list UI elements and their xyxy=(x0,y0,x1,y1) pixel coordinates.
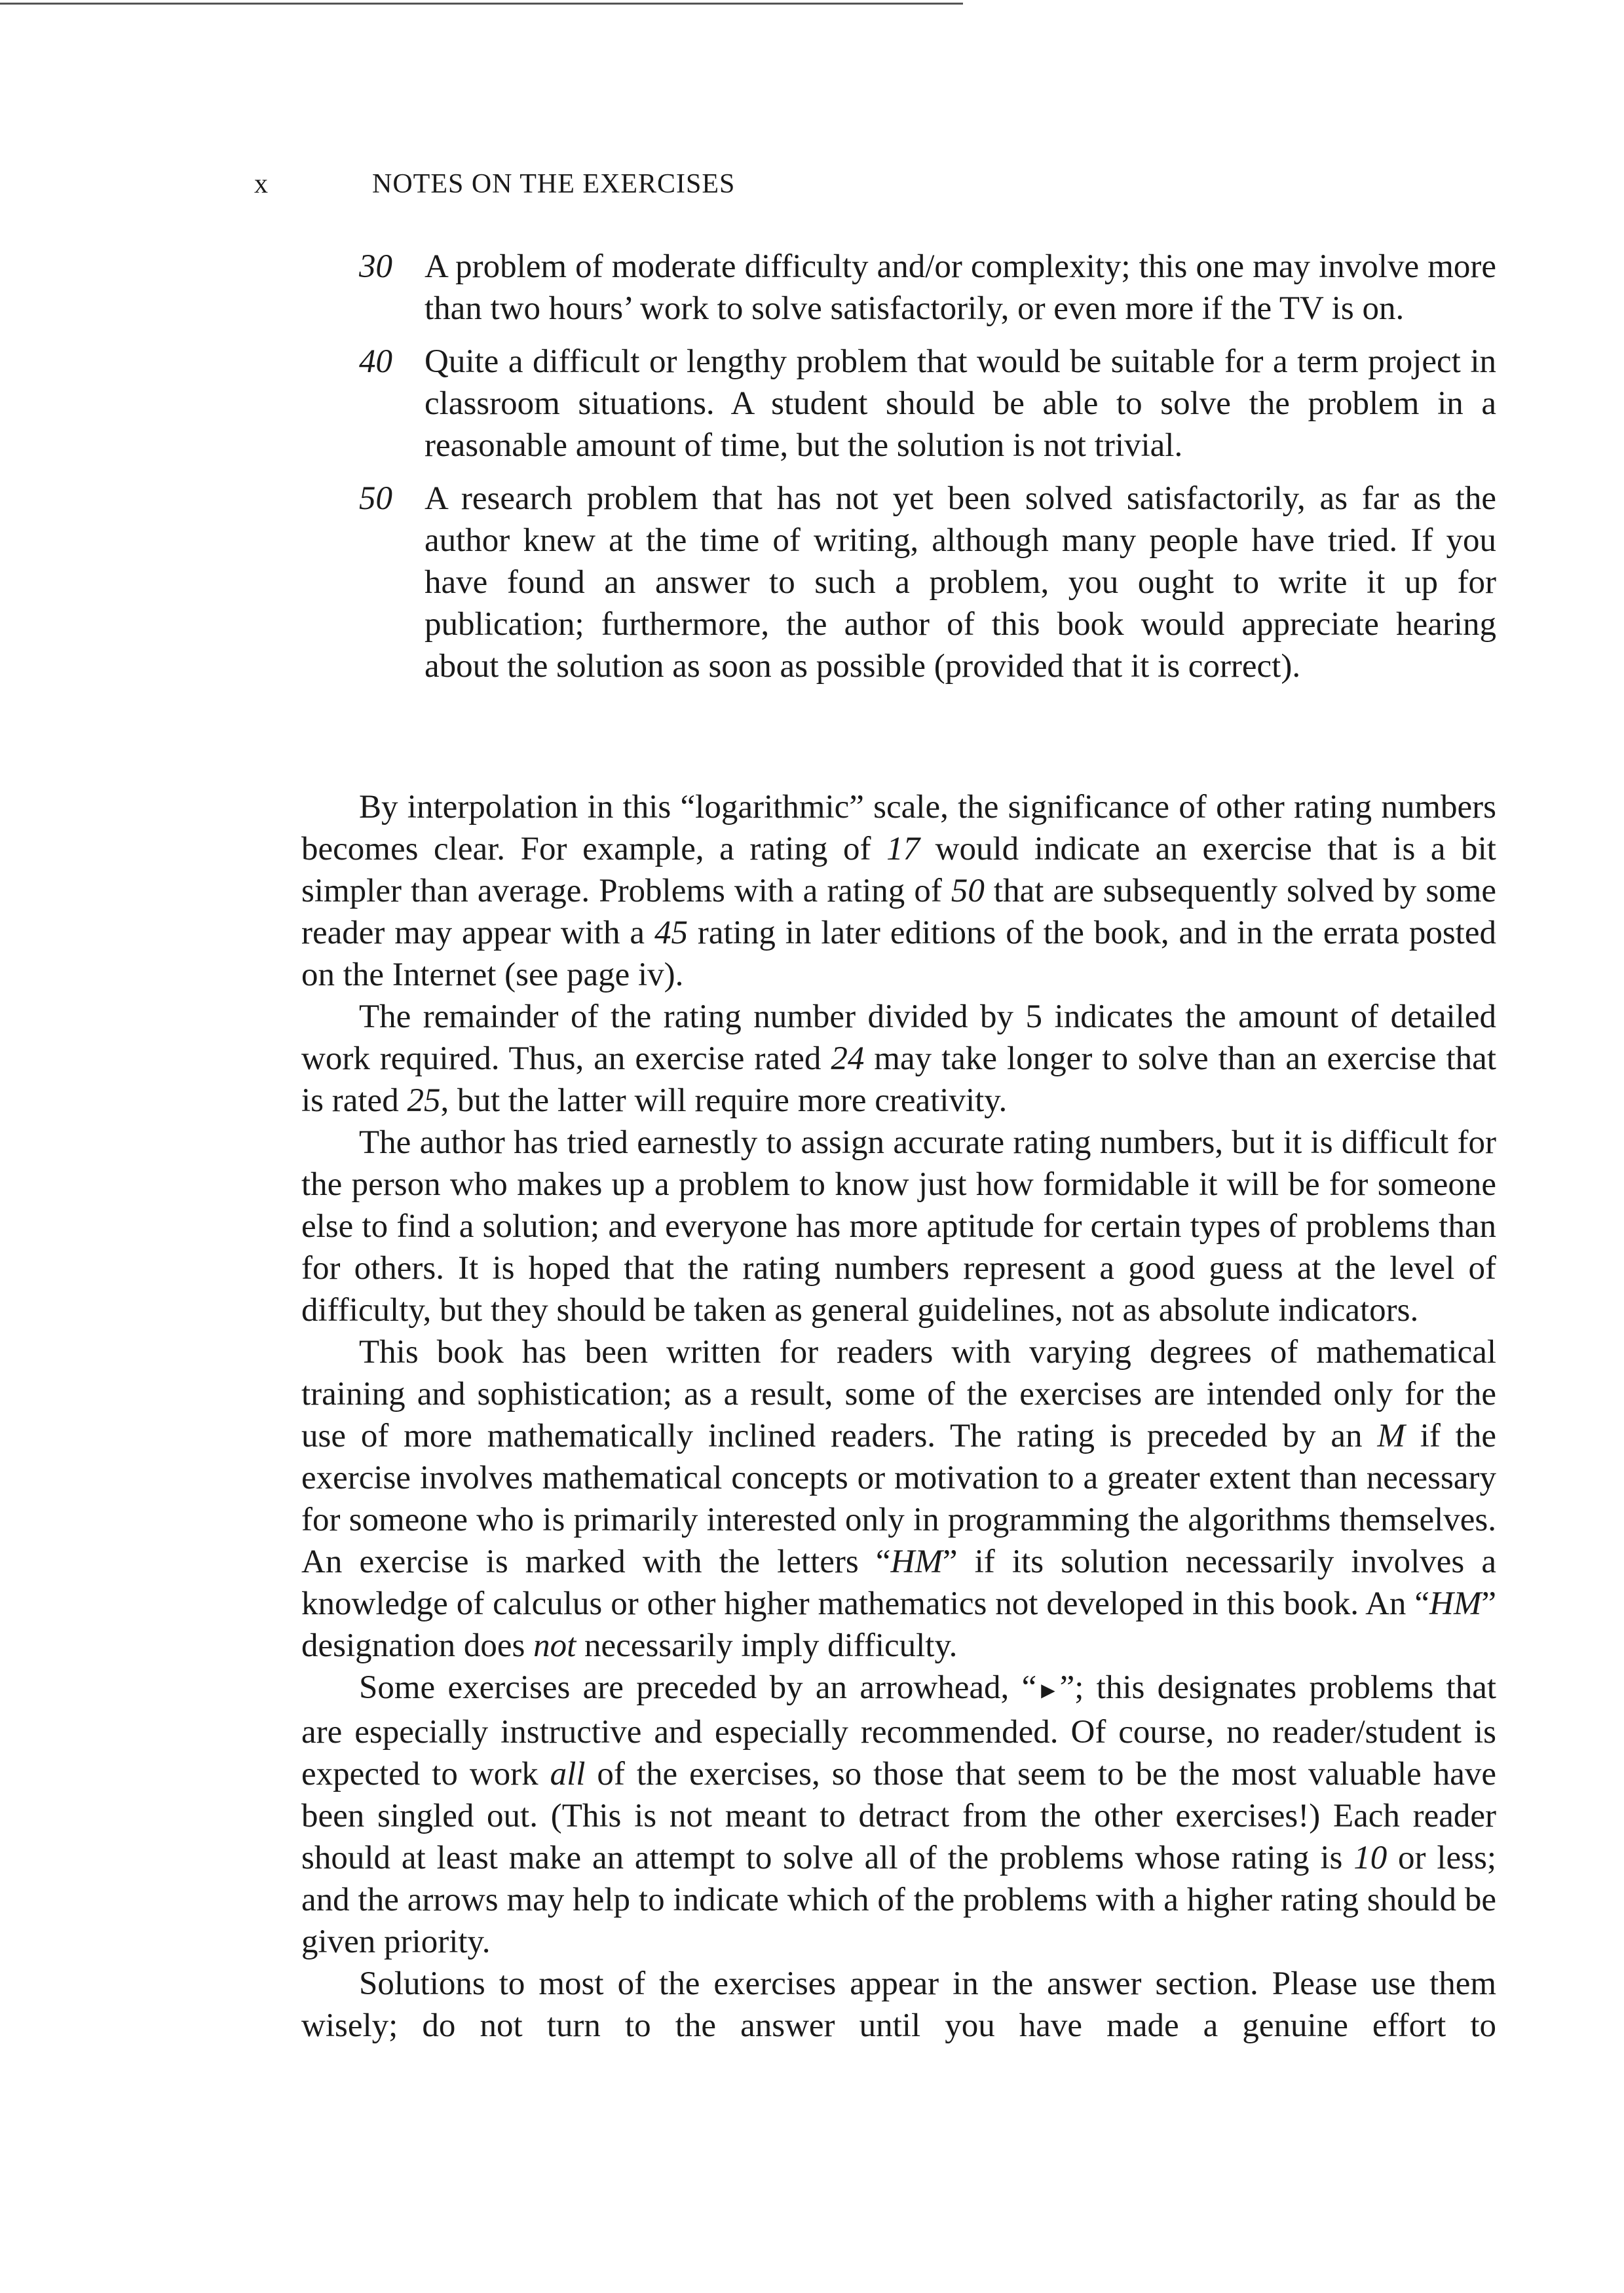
rating-description: Quite a difficult or lengthy problem that would be suitable for a term project in classroom situations. A student should be able to solve the problem in a reasonable amount of time, but the solution is not trivial. xyxy=(425,343,1496,464)
rating-scale-list xyxy=(359,246,1496,698)
rating-description: A problem of moderate difficulty and/or complexity; this one may involve more than two hours’ work to solve satisfactorily, or even more if the TV is on. xyxy=(425,248,1496,327)
rating-description: A research problem that has not yet been solved satisfactorily, as far as the author knew at the time of writing, although many people have tried. If you have found an answer to such a problem, you ought to write it up for publication; furthermore, the author of this book would appreciate hearing about the solution as soon as possible (provided that it is correct). xyxy=(425,480,1496,685)
rating-number: 40 xyxy=(359,343,392,380)
paragraph-solutions: Solutions to most of the exercises appear in the answer section. Please use them wisely; do not turn to the answer until you have made a genuine effort to xyxy=(301,1965,1496,2044)
rating-number: 30 xyxy=(359,248,392,285)
paragraph-mathematical: This book has been written for readers with varying degrees of mathematical training and sophistication; as a result, some of the exercises are intended only for the use of more mathematically inclined readers. The rating is preceded by an M if the exercise involves mathematical concepts or motivation to a greater extent than necessary for someone who is primarily interested only in programming the algorithms themselves. An exercise is marked with the letters “HM” if its solution necessarily involves a knowledge of calculus or other higher mathematics not developed in this book. An “HM” designation does not necessarily imply difficulty. xyxy=(301,1334,1496,1664)
paragraph-remainder: The remainder of the rating number divided by 5 indicates the amount of detailed work required. Thus, an exercise rated 24 may take longer to solve than an exercise that is rated 25, but the latter will require more creativity. xyxy=(301,998,1496,1119)
page-number: x xyxy=(254,169,269,199)
arrowhead-icon: ► xyxy=(1036,1677,1060,1703)
paragraph-arrowhead: Some exercises are preceded by an arrowhead, “►”; this designates problems that are especially instructive and especially recommended. Of course, no reader/student is expected to work all of the exercises, so those that seem to be the most valuable have been singled out. (This is not meant to detract from the other exercises!) Each reader should at least make an attempt to solve all of the problems whose rating is 10 or less; and the arrows may help to indicate which of the problems with a higher rating should be given priority. xyxy=(301,1669,1497,1960)
section-title: NOTES ON THE EXERCISES xyxy=(372,169,736,199)
rating-item xyxy=(359,246,1496,330)
rating-item xyxy=(359,478,1496,687)
paragraph-accuracy: The author has tried earnestly to assign accurate rating numbers, but it is difficult for the person who makes up a problem to know just how formidable it will be for someone else to find a solution; and everyone has more aptitude for certain types of problems than for others. It is hoped that the rating numbers represent a good guess at the level of difficulty, but they should be taken as general guidelines, not as absolute indicators. xyxy=(301,1124,1496,1329)
paragraph-interpolation: By interpolation in this “logarithmic” scale, the significance of other rating numbers becomes clear. For example, a rating of 17 would indicate an exercise that is a bit simpler than average. Problems with a rating of 50 that are subsequently solved by some reader may appear with a 45 rating in later editions of the book, and in the errata posted on the Internet (see page iv). xyxy=(301,789,1497,993)
running-head xyxy=(254,168,735,200)
rating-number: 50 xyxy=(359,480,392,517)
body-text xyxy=(301,786,1496,2047)
rating-item xyxy=(359,341,1496,466)
top-rule xyxy=(0,3,963,5)
